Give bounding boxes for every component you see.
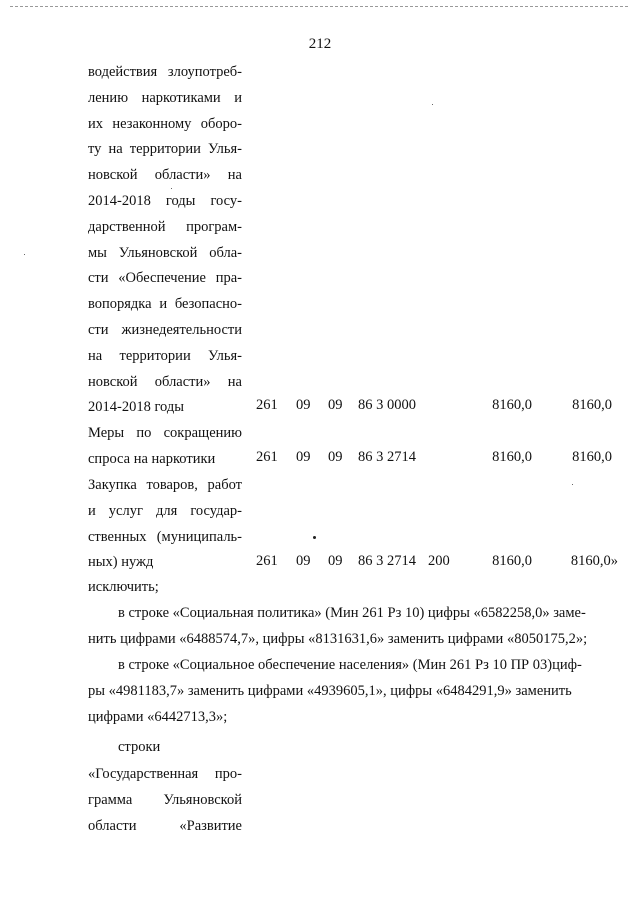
row2-amount1: 8160,0 xyxy=(492,449,532,465)
paragraph2-line: ры «4981183,7» заменить цифрами «4939605,1», цифры «6484291,9» заменить xyxy=(88,683,572,699)
text-rows-label: строки xyxy=(118,739,161,755)
paragraph1-line: в строке «Социальная политика» (Мин 261 Рз 10) цифры «6582258,0» заме- xyxy=(118,605,586,621)
row1-pr: 09 xyxy=(328,397,343,413)
row1-name-line: новской области» на xyxy=(88,167,242,184)
row2-csr: 86 3 2714 xyxy=(358,449,416,465)
page-number: 212 xyxy=(308,36,332,52)
row1-name-line: вопорядка и безопасно- xyxy=(88,296,242,313)
row3-min: 261 xyxy=(256,553,278,569)
row1-name xyxy=(88,60,242,421)
row1-name-line: мы Ульяновской обла- xyxy=(88,244,242,261)
row1-csr: 86 3 0000 xyxy=(358,397,416,413)
row3-name-line: ных) нужд xyxy=(88,554,154,571)
scan-speck xyxy=(432,104,433,105)
row3-name xyxy=(88,473,242,576)
text-exclude: исключить; xyxy=(88,579,159,595)
tail-name-line: области «Развитие xyxy=(88,817,242,834)
row2-name-line: Меры по сокращению xyxy=(88,425,242,441)
scan-top-border xyxy=(10,6,628,7)
row2-name-line: спроса на наркотики xyxy=(88,450,216,467)
scan-speck xyxy=(171,188,172,189)
row1-name-line: сти жизнедеятельности xyxy=(88,321,242,338)
row2-min: 261 xyxy=(256,449,278,465)
row3-csr: 86 3 2714 xyxy=(358,553,416,569)
row2-amount2: 8160,0 xyxy=(572,449,612,465)
row1-name-line: дарственной програм- xyxy=(88,218,242,235)
row1-name-line: сти «Обеспечение пра- xyxy=(88,270,242,287)
scan-speck xyxy=(24,254,25,255)
paragraph2-line: в строке «Социальное обеспечение населения» (Мин 261 Рз 10 ПР 03)циф- xyxy=(118,657,582,673)
row2-rz: 09 xyxy=(296,449,311,465)
row1-name-line: 2014-2018 годы xyxy=(88,399,184,416)
row3-name-line: и услуг для государ- xyxy=(88,502,242,519)
row3-rz: 09 xyxy=(296,553,311,569)
row1-min: 261 xyxy=(256,397,278,413)
scan-speck xyxy=(313,536,316,539)
row2-pr: 09 xyxy=(328,449,343,465)
tail-name-line: «Государственная про- xyxy=(88,766,242,782)
tail-name-line: грамма Ульяновской xyxy=(88,791,242,808)
paragraph2-line: цифрами «6442713,3»; xyxy=(88,709,228,725)
row1-name-line: водействия злоупотреб- xyxy=(88,64,242,80)
tail-name xyxy=(88,762,242,839)
scan-speck xyxy=(572,484,573,485)
row1-name-line: на территории Улья- xyxy=(88,347,242,364)
row1-name-line: 2014-2018 годы госу- xyxy=(88,192,242,209)
row3-name-line: Закупка товаров, работ xyxy=(88,477,242,493)
row3-amount1: 8160,0 xyxy=(492,553,532,569)
row1-name-line: новской области» на xyxy=(88,373,242,390)
row1-amount2: 8160,0 xyxy=(572,397,612,413)
row1-rz: 09 xyxy=(296,397,311,413)
row1-name-line: ту на территории Улья- xyxy=(88,141,242,158)
row3-amount2: 8160,0» xyxy=(570,553,618,569)
row2-name xyxy=(88,421,242,473)
paragraph1-line: нить цифрами «6488574,7», цифры «8131631,6» заменить цифрами «8050175,2»; xyxy=(88,631,588,647)
row3-vr: 200 xyxy=(428,553,450,569)
row3-name-line: ственных (муниципаль- xyxy=(88,528,242,545)
row3-pr: 09 xyxy=(328,553,343,569)
row1-name-line: их незаконному оборо- xyxy=(88,115,242,132)
row1-amount1: 8160,0 xyxy=(492,397,532,413)
row1-name-line: лению наркотиками и xyxy=(88,89,242,106)
